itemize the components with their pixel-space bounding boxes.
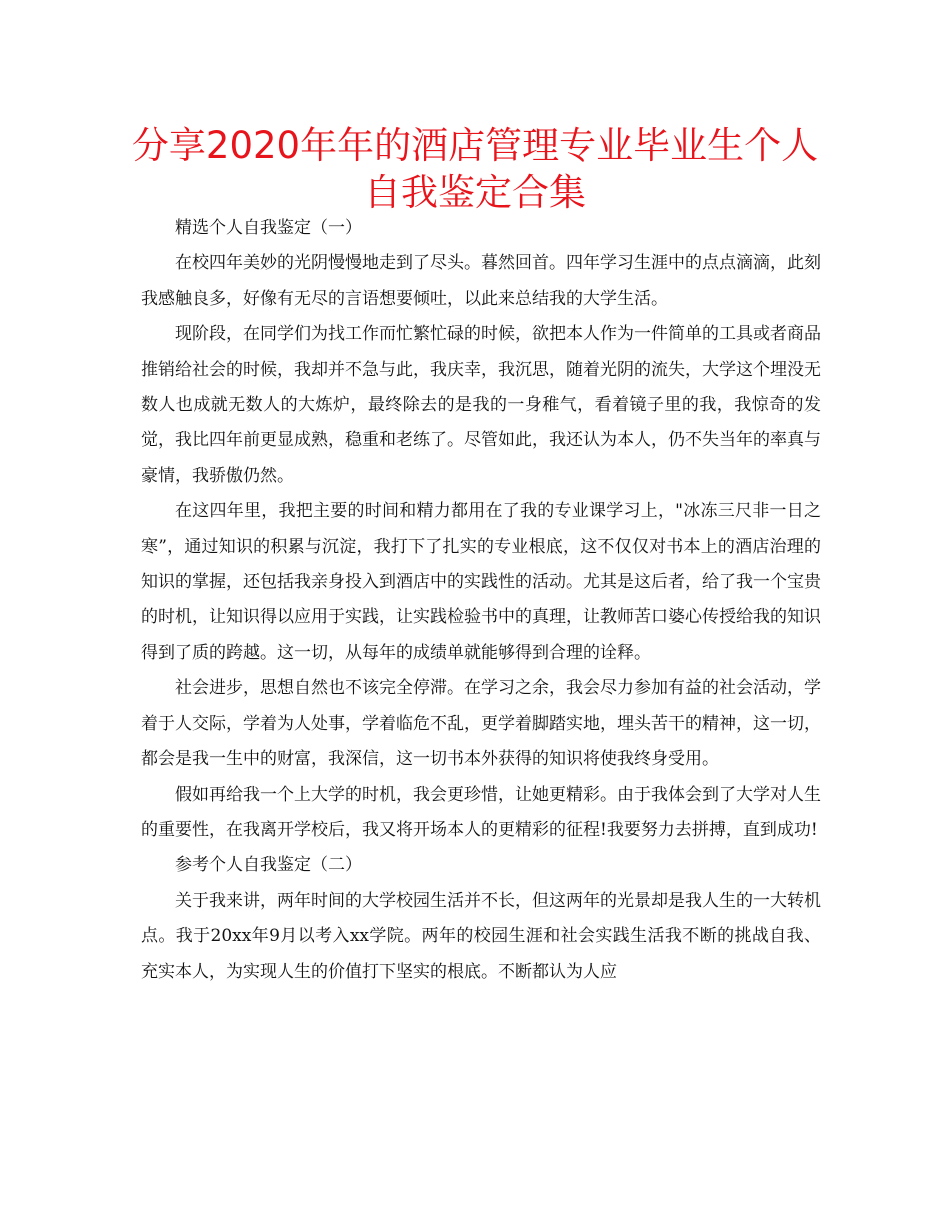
document-title: 分享2020年年的酒店管理专业毕业生个人自我鉴定合集 — [131, 124, 819, 214]
paragraph: 在这四年里，我把主要的时间和精力都用在了我的专业课学习上，"冰冻三尺非一日之寒”，通过知识的积累与沉淀，我打下了扎实的专业根底，这不仅仅对书本上的酒店治理的知识的掌握，还包括我亲身投入到酒店中的实践性的活动。尤其是这后者，给了我一个宝贵的时机，让知识得以应用于实践，让实践检验书中的真理，让教师苦口婆心传授给我的知识得到了质的跨越。这一切，从每年的成绩单就能够得到合理的诠释。 — [141, 501, 821, 663]
paragraph: 关于我来讲，两年时间的大学校园生活并不长，但这两年的光景却是我人生的一大转机点。我于20xx年9月以考入xx学院。两年的校园生涯和社会实践生活我不断的挑战自我、充实本人，为实现人生的价值打下坚实的根底。不断都认为人应 — [141, 890, 821, 982]
paragraph: 在校四年美妙的光阴慢慢地走到了尽头。暮然回首。四年学习生涯中的点点滴滴，此刻我感触良多，好像有无尽的言语想要倾吐，以此来总结我的大学生活。 — [141, 253, 821, 309]
document-body — [141, 211, 821, 990]
section-heading-2: 参考个人自我鉴定（二） — [175, 855, 362, 876]
paragraph: 假如再给我一个上大学的时机，我会更珍惜，让她更精彩。由于我体会到了大学对人生的重要性，在我离开学校后，我又将开场本人的更精彩的征程!我要努力去拼搏，直到成功! — [141, 784, 821, 840]
section-heading-1: 精选个人自我鉴定（一） — [175, 218, 362, 238]
paragraph: 社会进步，思想自然也不该完全停滞。在学习之余，我会尽力参加有益的社会活动，学着于人交际，学着为人处事，学着临危不乱，更学着脚踏实地，埋头苦干的精神，这一切，都会是我一生中的财富，我深信，这一切书本外获得的知识将使我终身受用。 — [141, 678, 821, 770]
paragraph: 现阶段，在同学们为找工作而忙繁忙碌的时候，欲把本人作为一件简单的工具或者商品推销给社会的时候，我却并不急与此，我庆幸，我沉思，随着光阴的流失，大学这个埋没无数人也成就无数人的大炼炉，最终除去的是我的一身稚气，看着镜子里的我，我惊奇的发觉，我比四年前更显成熟，稳重和老练了。尽管如此，我还认为本人，仍不失当年的率真与豪情，我骄傲仍然。 — [141, 324, 821, 486]
